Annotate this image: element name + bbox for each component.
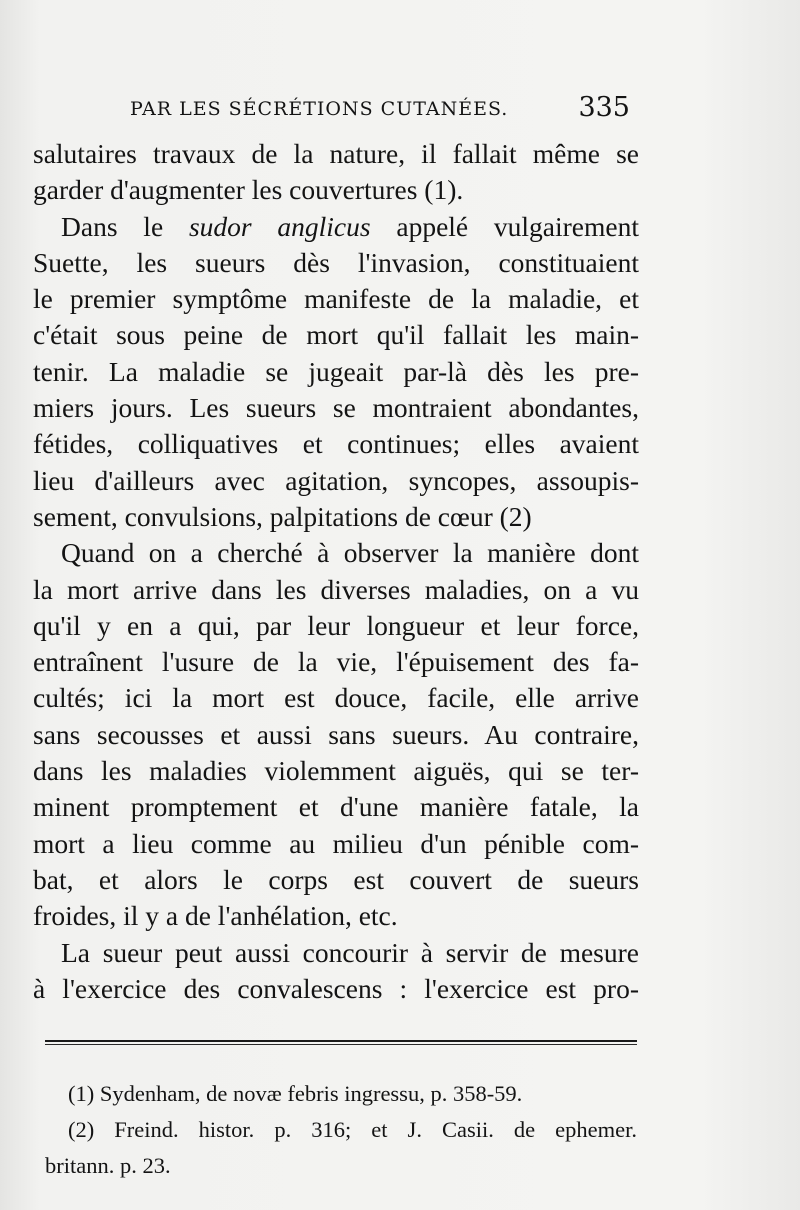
text-line: sement, convulsions, palpitations de cœur (2) [33,500,532,532]
text-span: Dans le [61,210,189,242]
text-line: c'était sous peine de mort qu'il fallait les main- [33,319,639,351]
running-title: PAR LES SÉCRÉTIONS CUTANÉES. [130,98,509,120]
paragraph-start-line [33,209,639,245]
italic-latin-term: sudor anglicus [188,210,371,242]
text-line: mort a lieu comme au milieu d'un pénible com- [33,827,639,859]
text-line: salutaires travaux de la nature, il fallait même se [33,138,639,169]
text-line: le premier symptôme manifeste de la maladie, et [33,283,639,315]
text-line: sans secousses et aussi sans sueurs. Au contraire, [33,718,639,750]
text-line: miers jours. Les sueurs se montraient abondantes, [33,392,639,424]
page-number: 335 [578,92,630,123]
text-line: à l'exercice des convalescens : l'exercice est pro- [33,972,639,1004]
footnote-2-continuation: britann. p. 23. [45,1153,171,1178]
footnote-1: (1) Sydenham, de novæ febris ingressu, p. 358-59. [68,1081,523,1106]
footnotes [45,1076,637,1184]
text-line: Suette, les sueurs dès l'invasion, constituaient [33,246,639,278]
text-line: bat, et alors le corps est couvert de sueurs [33,863,639,895]
text-line: froides, il y a de l'anhélation, etc. [33,900,398,932]
page-header [130,92,630,124]
text-line: garder d'augmenter les couvertures (1). [33,174,464,206]
text-span: appelé vulgairement [370,210,639,242]
paragraph-start-line: Quand on a cherché à observer la manière dont [61,537,639,569]
text-line: entraînent l'usure de la vie, l'épuisement des fa- [33,646,639,678]
text-line: minent promptement et d'une manière fatale, la [33,791,639,823]
paragraph-start-line: La sueur peut aussi concourir à servir de mesure [61,936,639,968]
text-line: qu'il y en a qui, par leur longueur et leur force, [33,609,639,641]
text-line: cultés; ici la mort est douce, facile, elle arrive [33,682,639,714]
text-line: dans les maladies violemment aiguës, qui se ter- [33,755,639,787]
text-line: tenir. La maladie se jugeait par-là dès les pre- [33,355,639,387]
body-text [33,136,639,1007]
text-line: la mort arrive dans les diverses maladies, on a vu [33,573,639,605]
footnote-2: (2) Freind. histor. p. 316; et J. Casii. de ephemer. [68,1117,637,1142]
footnote-separator-rule [45,1040,637,1042]
text-line: lieu d'ailleurs avec agitation, syncopes, assoupis- [33,464,639,496]
text-line: fétides, colliquatives et continues; elles avaient [33,428,639,460]
